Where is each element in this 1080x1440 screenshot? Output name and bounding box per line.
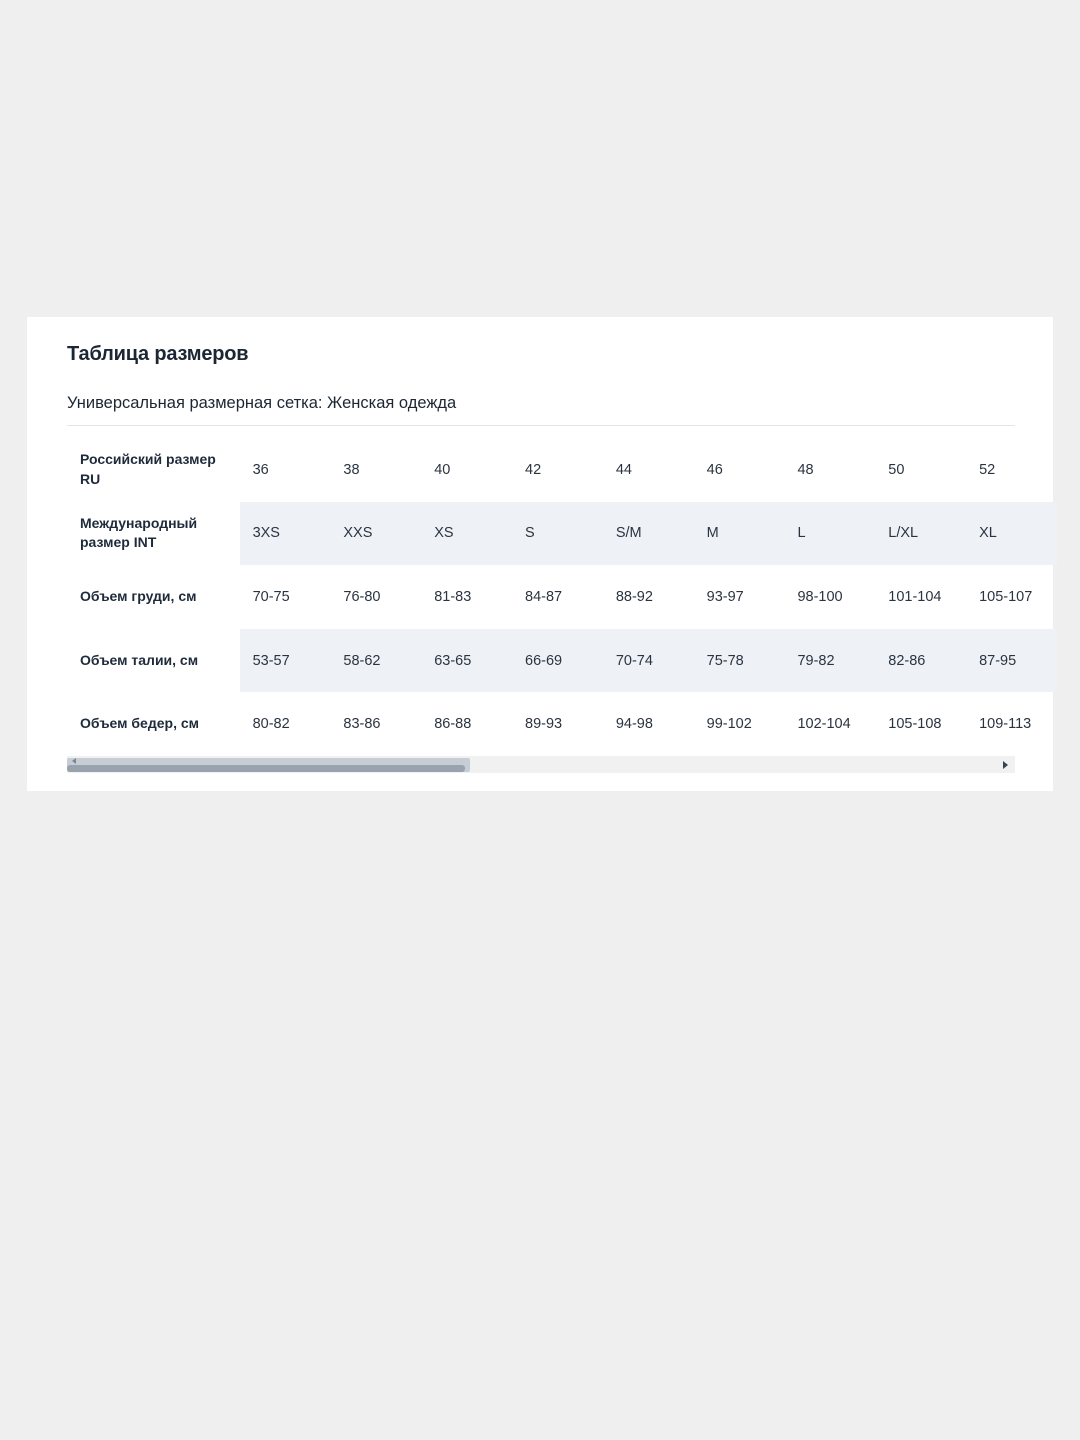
table-row <box>67 692 1057 756</box>
row-header: Российский размер RU <box>67 438 240 502</box>
table-cell: 46 <box>706 461 723 478</box>
table-cell: 105-107 <box>979 588 1033 605</box>
table-cell: 98-100 <box>797 588 843 605</box>
size-table-viewport[interactable] <box>67 438 1033 756</box>
table-cell: 48 <box>797 461 814 478</box>
table-cell: 89-93 <box>525 716 563 733</box>
table-cell: XS <box>421 502 512 566</box>
row-header: Объем талии, см <box>67 629 240 693</box>
table-row <box>67 565 1057 629</box>
table-cell: 50 <box>888 461 905 478</box>
table-cell: 40 <box>434 461 451 478</box>
table-cell: 80-82 <box>252 716 290 733</box>
scroll-left-arrow-icon[interactable] <box>72 758 76 764</box>
table-cell: S <box>512 502 603 566</box>
size-chart-panel <box>27 317 1053 791</box>
size-grid-subtitle: Универсальная размерная сетка: Женская одежда <box>67 394 457 412</box>
scroll-right-arrow-icon[interactable] <box>1003 761 1008 769</box>
table-cell: 109-113 <box>979 716 1032 733</box>
table-row <box>67 629 1057 693</box>
scrollbar-thumb[interactable] <box>67 765 465 772</box>
table-cell: 38 <box>343 461 360 478</box>
table-cell: 52 <box>979 461 996 478</box>
table-cell: 53-57 <box>240 629 331 693</box>
table-cell: 44 <box>615 461 632 478</box>
row-header: Международный размер INT <box>67 502 240 566</box>
table-cell: 70-74 <box>603 629 694 693</box>
table-row <box>67 502 1057 566</box>
table-cell: 102-104 <box>797 716 851 733</box>
table-cell: 99-102 <box>706 716 752 733</box>
table-cell: 81-83 <box>434 588 472 605</box>
table-cell: 42 <box>525 461 542 478</box>
table-cell: XXS <box>330 502 421 566</box>
scrollbar-thumb-track[interactable] <box>67 758 470 772</box>
table-cell: 94-98 <box>615 716 653 733</box>
table-cell: M <box>694 502 785 566</box>
table-cell: 84-87 <box>525 588 563 605</box>
table-cell: L <box>784 502 875 566</box>
table-cell: 63-65 <box>421 629 512 693</box>
table-cell: 93-97 <box>706 588 744 605</box>
table-cell: 105-108 <box>888 716 942 733</box>
table-cell: 101-104 <box>888 588 942 605</box>
horizontal-scrollbar[interactable] <box>67 756 1015 773</box>
table-cell: 82-86 <box>875 629 966 693</box>
table-cell: 87-95 <box>966 629 1057 693</box>
panel-title: Таблица размеров <box>67 343 249 365</box>
row-header: Объем груди, см <box>67 565 240 629</box>
row-header: Объем бедер, см <box>67 692 240 756</box>
size-table <box>67 438 1057 756</box>
table-cell: 86-88 <box>434 716 472 733</box>
table-cell: 79-82 <box>784 629 875 693</box>
table-cell: 36 <box>252 461 269 478</box>
table-cell: XL <box>966 502 1057 566</box>
table-cell: 3XS <box>240 502 331 566</box>
table-cell: 70-75 <box>252 588 290 605</box>
table-cell: 75-78 <box>694 629 785 693</box>
table-cell: 66-69 <box>512 629 603 693</box>
table-cell: L/XL <box>875 502 966 566</box>
table-cell: 88-92 <box>615 588 653 605</box>
table-cell: 76-80 <box>343 588 381 605</box>
table-cell: 83-86 <box>343 716 381 733</box>
table-cell: 58-62 <box>330 629 421 693</box>
table-row <box>67 438 1057 502</box>
divider <box>67 425 1015 426</box>
table-cell: S/M <box>603 502 694 566</box>
